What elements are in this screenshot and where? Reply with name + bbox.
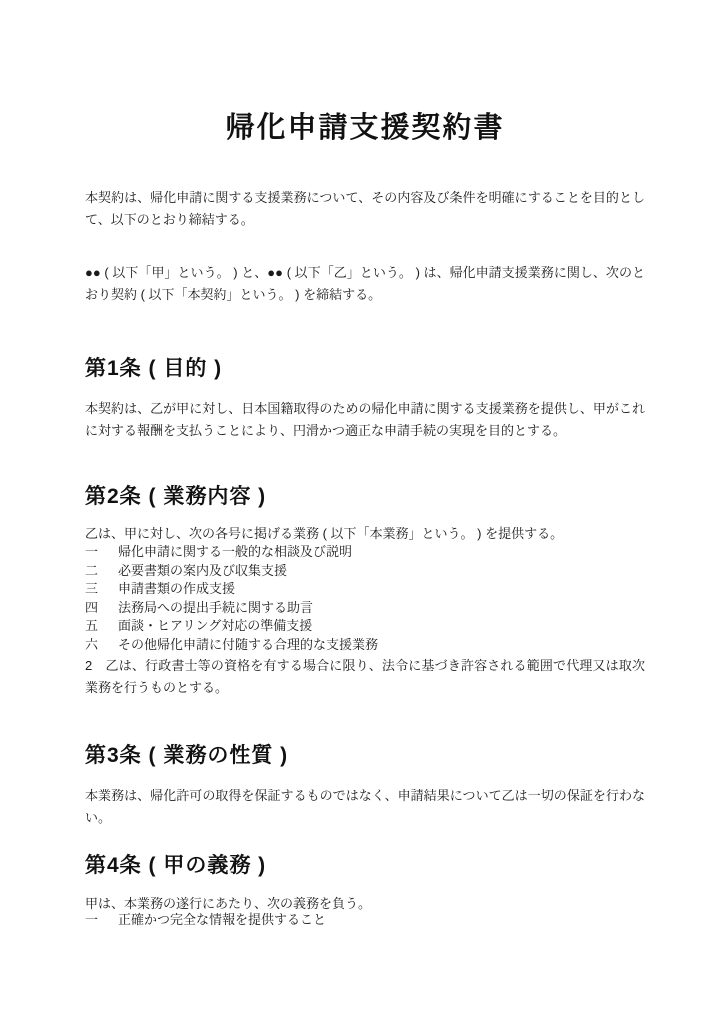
list-item (85, 636, 645, 655)
article-4-heading: 第4条 ( 甲の義務 ) (85, 854, 267, 877)
article-2-body: 乙は、甲に対し、次の各号に掲げる業務 ( 以下「本業務」という。 ) を提供する。 (85, 526, 564, 541)
list-item-marker: 六 (85, 636, 99, 652)
list-item-text: 法務局への提出手続に関する助言 (118, 599, 314, 615)
list-item-text: 必要書類の案内及び収集支援 (118, 562, 288, 578)
preamble-paragraph-2: ●● ( 以下「甲」という。 ) と、●● ( 以下「乙」という。 ) は、帰化申請支援業務に関し、次のとおり契約 ( 以下「本契約」という。 ) を締結する。 (85, 265, 645, 302)
article-4-item-list (85, 911, 645, 930)
list-item-marker: 一 (85, 544, 99, 559)
list-item-marker: 五 (85, 618, 99, 634)
document-title: 帰化申請支援契約書 (225, 112, 505, 144)
article-2-clause-2: 2 乙は、行政書士等の資格を有する場合に限り、法令に基づき許容される範囲で代理又は取次業務を行うものとする。 (85, 658, 645, 695)
article-1-body: 本契約は、乙が甲に対し、日本国籍取得のための帰化申請に関する支援業務を提供し、甲がこれに対する報酬を支払うことにより、円滑かつ適正な申請手続の実現を目的とする。 (85, 401, 645, 438)
list-item (85, 599, 645, 618)
list-item-marker: 四 (85, 599, 99, 615)
list-item (85, 543, 645, 562)
list-item-text: 帰化申請に関する一般的な相談及び説明 (118, 544, 353, 559)
list-item (85, 617, 645, 636)
list-item-text: 面談・ヒアリング対応の準備支援 (118, 618, 313, 634)
article-4-body: 甲は、本業務の遂行にあたり、次の義務を負う。 (85, 896, 372, 911)
list-item-marker: 二 (85, 562, 99, 578)
list-item-text: 申請書類の作成支援 (118, 581, 236, 597)
list-item-text: 正確かつ完全な情報を提供すること (118, 912, 327, 927)
article-2-item-list (85, 543, 645, 655)
list-item-marker: 一 (85, 912, 99, 927)
list-item (85, 911, 645, 930)
article-3-body: 本業務は、帰化許可の取得を保証するものではなく、申請結果について乙は一切の保証を行わない。 (85, 788, 645, 825)
list-item-text: その他帰化申請に付随する合理的な支援業務 (118, 636, 379, 652)
article-2-heading: 第2条 ( 業務内容 ) (85, 485, 267, 508)
article-1-heading: 第1条 ( 目的 ) (85, 357, 223, 380)
preamble-paragraph-1: 本契約は、帰化申請に関する支援業務について、その内容及び条件を明確にすることを目的として、以下のとおり締結する。 (85, 190, 645, 227)
list-item (85, 562, 645, 581)
list-item (85, 580, 645, 599)
list-item-marker: 三 (85, 581, 99, 597)
article-3-heading: 第3条 ( 業務の性質 ) (85, 744, 289, 767)
